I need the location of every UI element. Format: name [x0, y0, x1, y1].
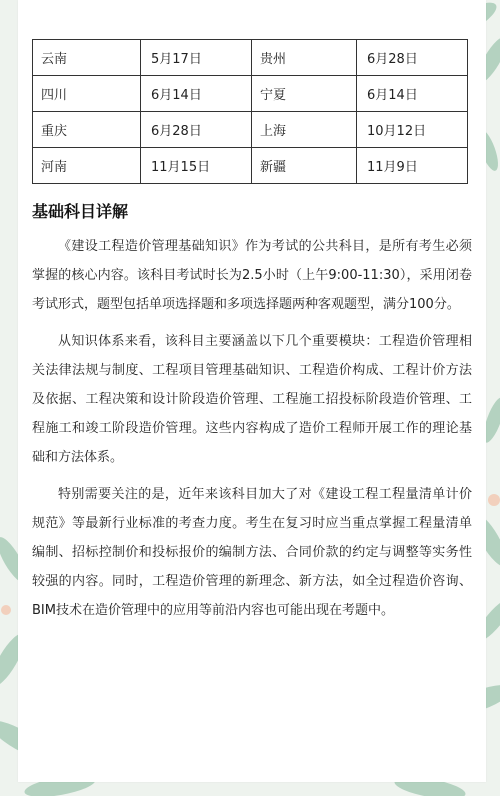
section-body [32, 232, 472, 625]
date-cell: 11月15日 [141, 148, 252, 184]
date-cell: 6月28日 [357, 40, 468, 76]
paragraph: 从知识体系来看，该科目主要涵盖以下几个重要模块：工程造价管理相关法律法规与制度、工程项目管理基础知识、工程造价构成、工程计价方法及依据、工程决策和设计阶段造价管理、工程施工招投标阶段造价管理、工程施工和竣工阶段造价管理。这些内容构成了造价工程师开展工作的理论基础和方法体系。 [32, 334, 472, 465]
province-cell: 宁夏 [252, 76, 357, 112]
table-row [33, 76, 468, 112]
table-row [33, 40, 468, 76]
province-cell: 四川 [33, 76, 141, 112]
date-cell: 10月12日 [357, 112, 468, 148]
date-cell: 6月14日 [141, 76, 252, 112]
paragraph: 《建设工程造价管理基础知识》作为考试的公共科目，是所有考生必须掌握的核心内容。该科目考试时长为2.5小时（上午9:00-11:30），采用闭卷考试形式，题型包括单项选择题和多项选择题两种客观题型，满分100分。 [32, 239, 472, 312]
province-cell: 云南 [33, 40, 141, 76]
section-heading: 基础科目详解 [32, 202, 129, 221]
date-cell: 11月9日 [357, 148, 468, 184]
province-cell: 河南 [33, 148, 141, 184]
province-cell: 上海 [252, 112, 357, 148]
province-cell: 重庆 [33, 112, 141, 148]
date-cell: 5月17日 [141, 40, 252, 76]
paragraph: 特别需要关注的是，近年来该科目加大了对《建设工程工程量清单计价规范》等最新行业标准的考查力度。考生在复习时应当重点掌握工程量清单编制、招标控制价和投标报价的编制方法、合同价款的约定与调整等实务性较强的内容。同时，工程造价管理的新理念、新方法，如全过程造价咨询、BIM技术在造价管理中的应用等前沿内容也可能出现在考题中。 [32, 487, 472, 618]
province-cell: 新疆 [252, 148, 357, 184]
date-cell: 6月14日 [357, 76, 468, 112]
document-page [18, 0, 486, 782]
table-row [33, 112, 468, 148]
date-cell: 6月28日 [141, 112, 252, 148]
table-row [33, 148, 468, 184]
province-cell: 贵州 [252, 40, 357, 76]
exam-date-table [32, 39, 468, 184]
